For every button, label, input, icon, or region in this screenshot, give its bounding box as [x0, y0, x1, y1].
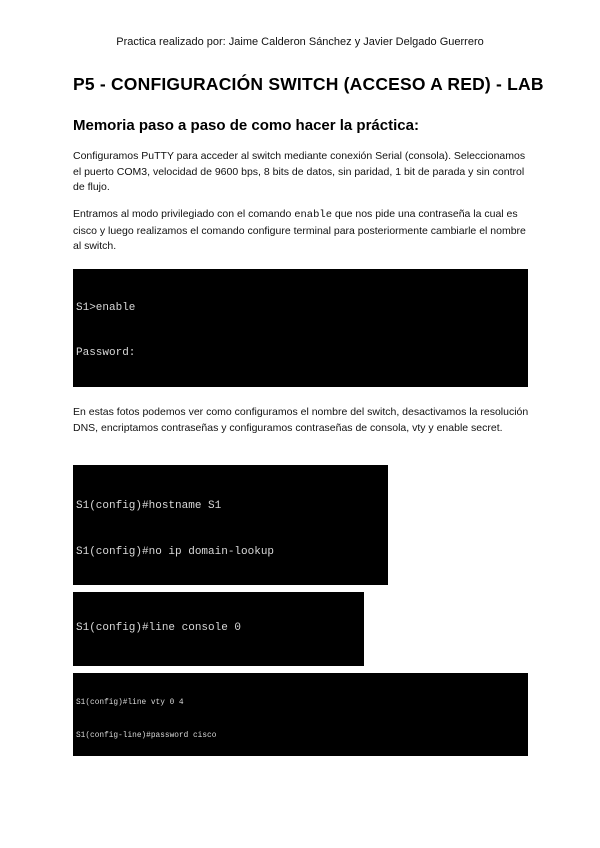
- page-header: Practica realizado por: Jaime Calderon Sánchez y Javier Delgado Guerrero: [116, 36, 484, 48]
- paragraph-enable-mode: [73, 207, 533, 255]
- terminal-line: [76, 665, 361, 666]
- paragraph-enable-text-before: Entramos al modo privilegiado con el comando: [73, 208, 295, 220]
- terminal-screenshot-vty: [73, 673, 528, 756]
- terminal-line: S1(config-line)#password cisco: [76, 732, 217, 741]
- terminal-line: S1>enable: [76, 301, 136, 314]
- paragraph-config-photos: En estas fotos podemos ver como configuramos el nombre del switch, desactivamos la resolución DNS, encriptamos contraseñas y configuramos contraseñas de consola, vty y enable secret.: [73, 406, 529, 434]
- terminal-line: S1(config)#no ip domain-lookup: [76, 546, 275, 559]
- terminal-screenshot-hostname: [73, 465, 388, 585]
- section-subtitle: Memoria paso a paso de como hacer la práctica:: [73, 117, 419, 134]
- terminal-line: S1(config)#hostname S1: [76, 499, 222, 512]
- terminal-screenshot-enable: [73, 269, 528, 387]
- paragraph-putty-config: Configuramos PuTTY para acceder al switch mediante conexión Serial (consola). Seleccionamos el puerto COM3, velocidad de 9600 bps, 8 bits de datos, sin paridad, 1 bit de parada y sin control de flujo.: [73, 150, 526, 193]
- terminal-screenshot-console: [73, 592, 364, 666]
- paragraph-enable-text-after: que nos pide una contraseña la cual es cisco y luego realizamos el comando configure terminal para posteriormente cambiarle el nombre al switch.: [73, 208, 526, 252]
- terminal-line: Password:: [76, 347, 136, 360]
- terminal-line: S1(config)#line vty 0 4: [76, 698, 184, 707]
- page-title: P5 - CONFIGURACIÓN SWITCH (ACCESO A RED) - LAB: [73, 74, 544, 94]
- enable-command-code: enable: [294, 209, 333, 221]
- terminal-line: S1(config)#line console 0: [76, 622, 242, 635]
